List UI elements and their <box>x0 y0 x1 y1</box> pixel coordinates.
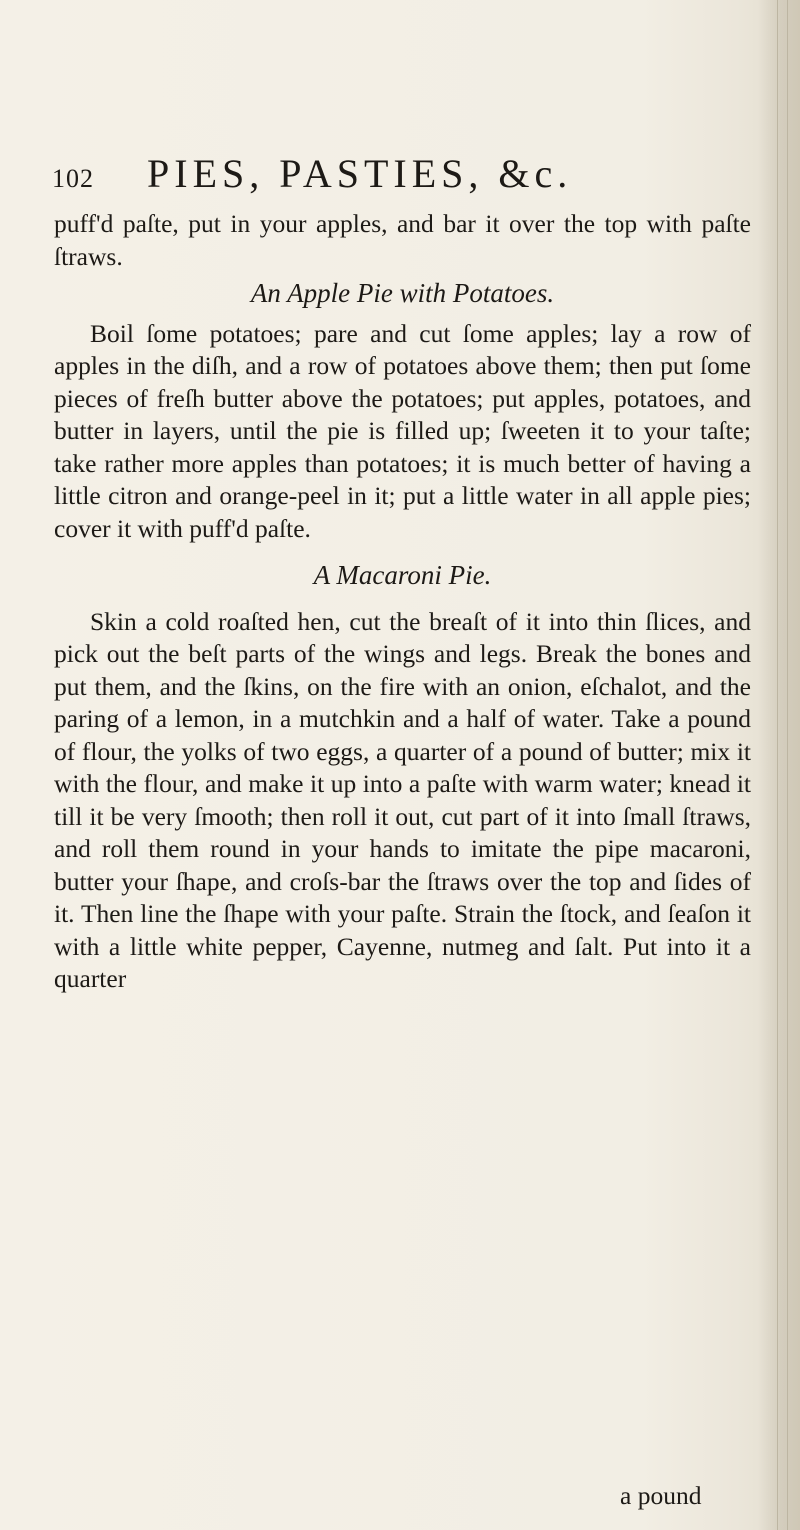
continuation-paragraph: puff'd paſte, put in your apples, and bar it over the top with paſte ſtraws. <box>54 209 751 271</box>
recipe-text-apple-pie: Boil ſome potatoes; pare and cut ſome apples; lay a row of apples in the diſh, and a row of potatoes above them; then put ſome pieces of freſh butter above the potatoes; put apples, potatoes, and butter in layers, until the pie is filled up; ſweeten it to your taſte; take rather more apples than potatoes; it is much better of having a little citron and orange-peel in it; put a little water in all apple pies; cover it with puff'd paſte. <box>54 318 751 543</box>
page-edge-line <box>787 0 788 1530</box>
page-edge-shadow <box>758 0 800 1530</box>
catchword: a pound <box>620 1481 702 1510</box>
page-number: 102 <box>52 164 94 193</box>
recipe-title-apple-pie: An Apple Pie with Potatoes. <box>250 278 555 308</box>
page-header <box>52 150 752 196</box>
recipe-text-macaroni-pie: Skin a cold roaſted hen, cut the breaſt of it into thin ſlices, and pick out the beſt parts of the wings and legs. Break the bones and put them, and the ſkins, on the fire with an onion, eſchalot, and the paring of a lemon, in a mutchkin and a half of water. Take a pound of flour, the yolks of two eggs, a quarter of a pound of butter; mix it with the flour, and make it up into a paſte with warm water; knead it till it be very ſmooth; then roll it out, cut part of it into ſmall ſtraws, and roll them round in your hands to imitate the pipe macaroni, butter your ſhape, and croſs-bar the ſtraws over the top and ſides of it. Then line the ſhape with your paſte. Strain the ſtock, and ſeaſon it with a little white pepper, Cayenne, nutmeg and ſalt. Put into it a quarter <box>54 606 751 993</box>
page-edge-line <box>777 0 778 1530</box>
running-head: PIES, PASTIES, &c. <box>147 151 573 196</box>
page-text <box>54 208 751 996</box>
recipe-title-macaroni-pie: A Macaroni Pie. <box>313 560 492 590</box>
